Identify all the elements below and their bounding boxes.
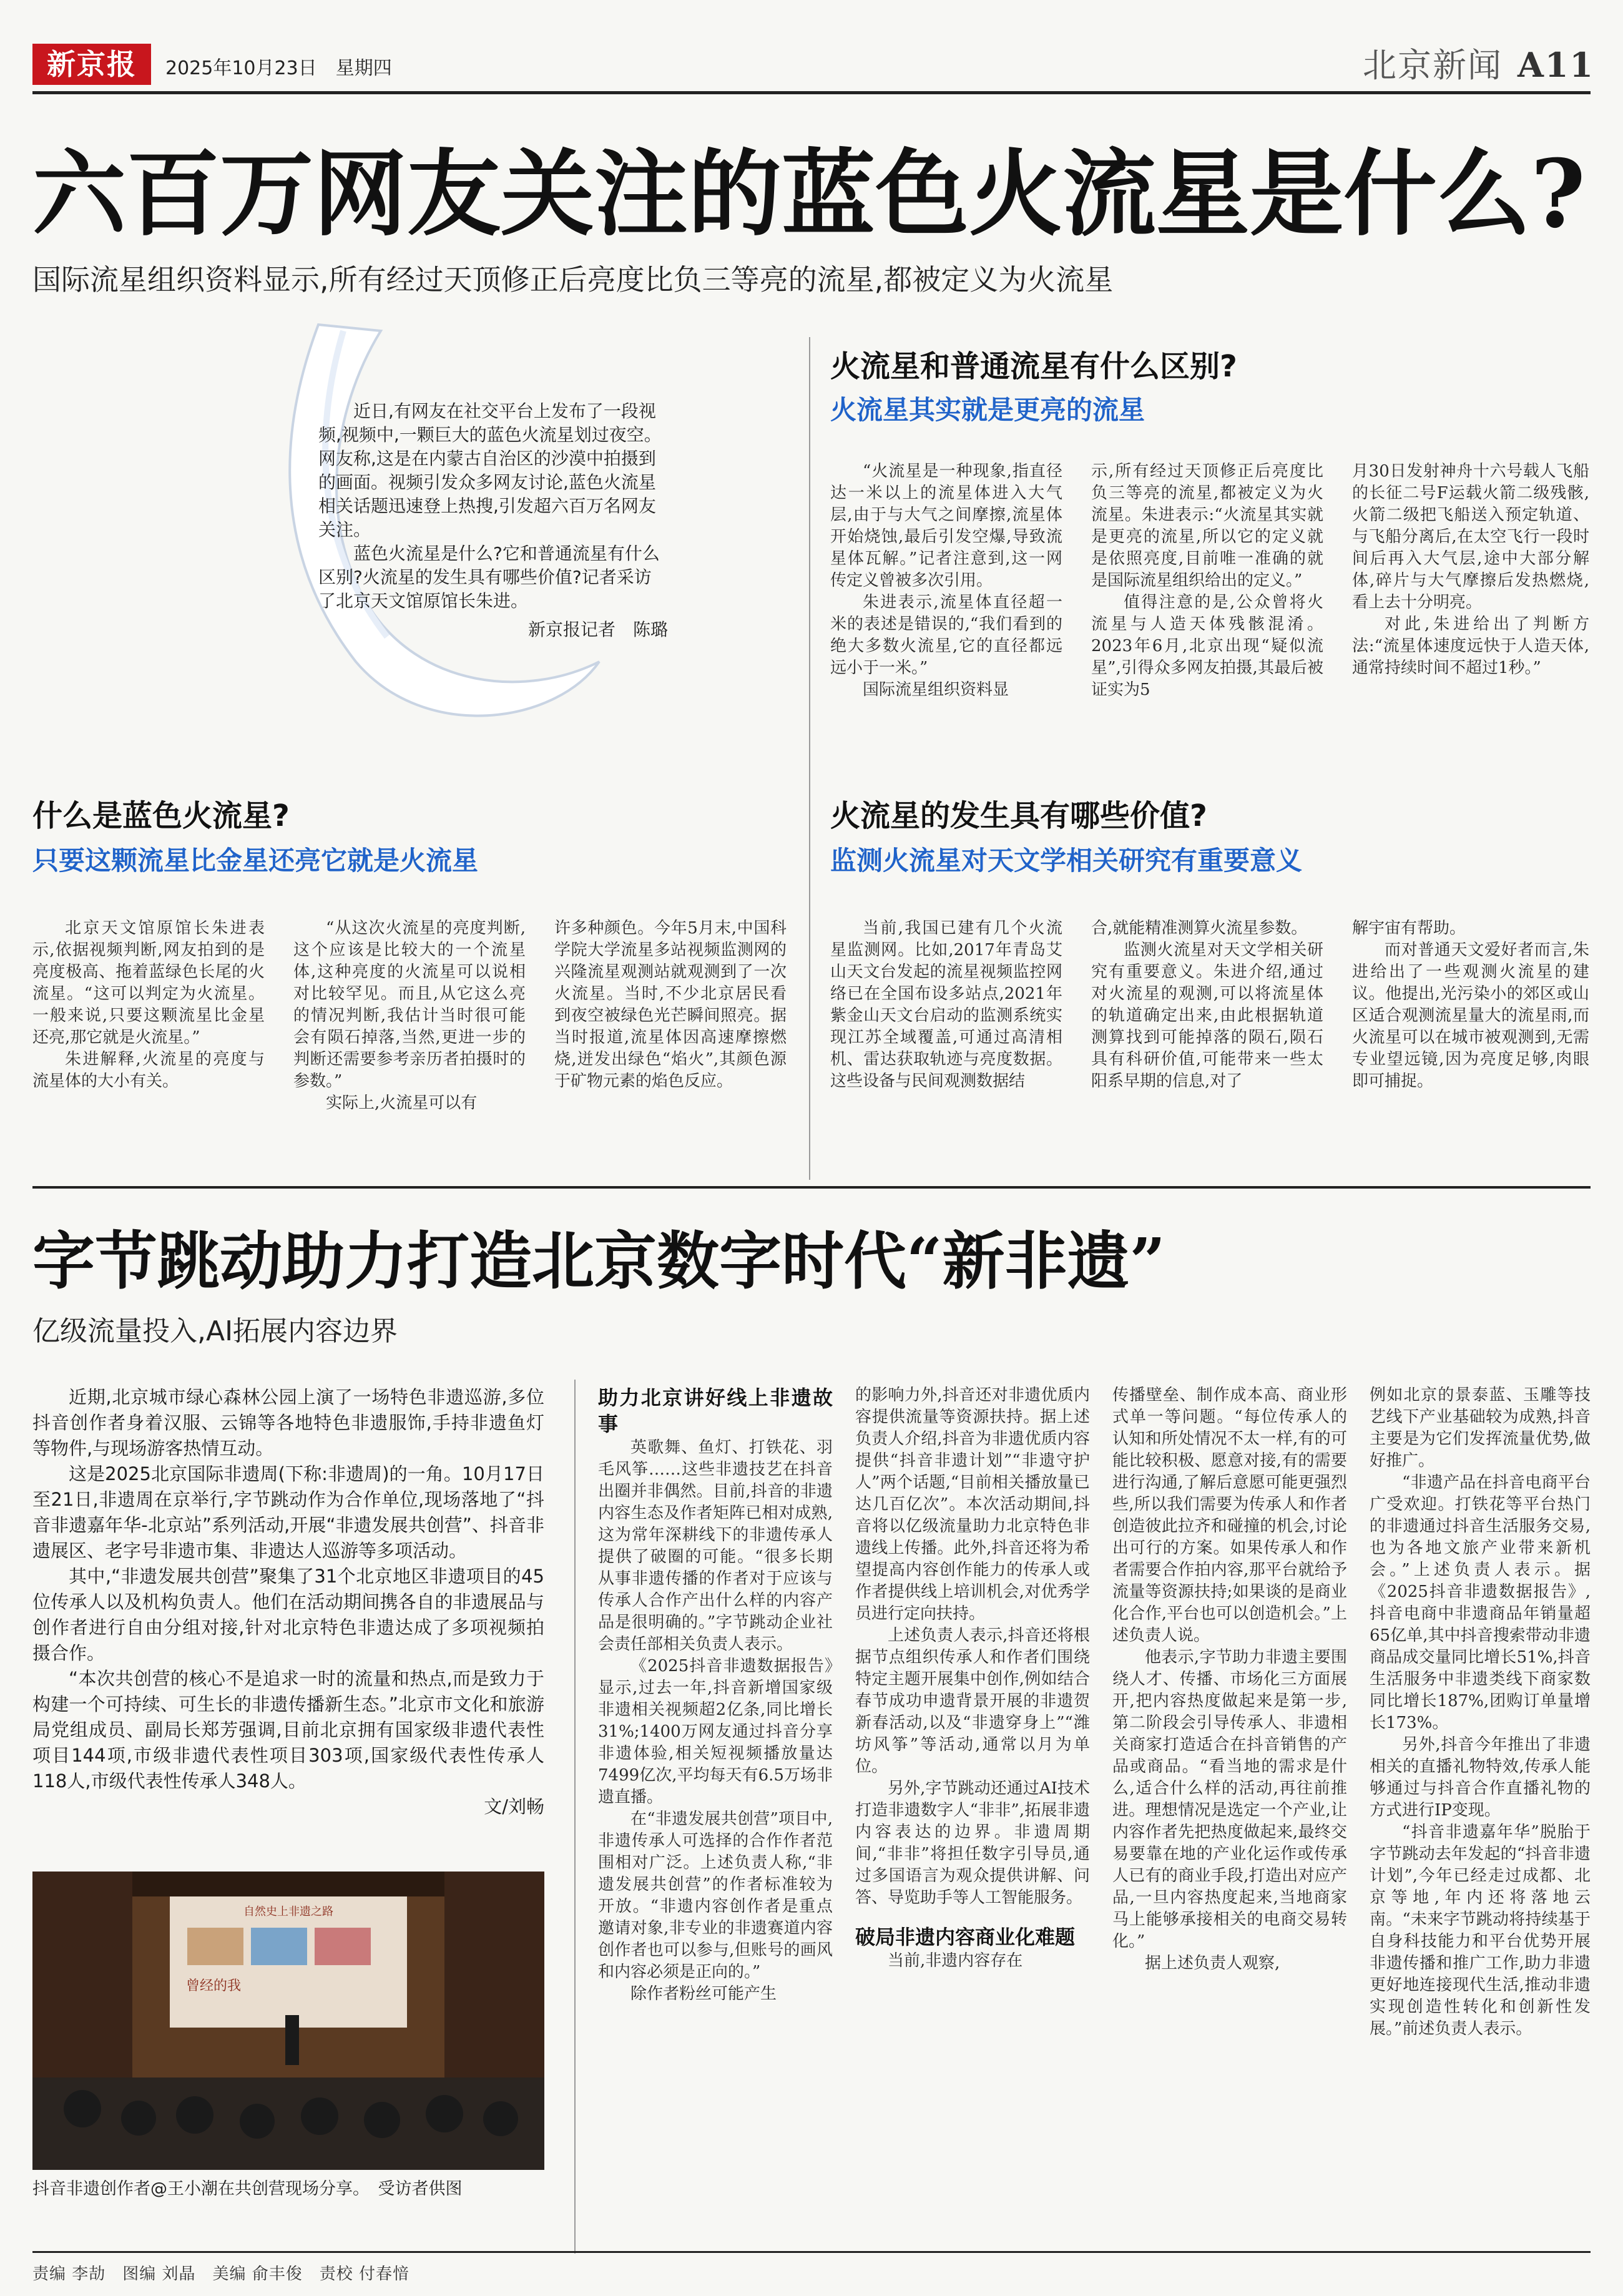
paragraph: 实际上,火流星可以有 bbox=[326, 1094, 478, 1112]
sec1-column-2 bbox=[1091, 461, 1323, 754]
lede-paragraph: 蓝色火流星是什么?它和普通流星有什么区别?火流星的发生具有哪些价值?记者采访了北京天文馆原馆长朱进。 bbox=[318, 543, 660, 611]
sec3-column-3 bbox=[1352, 918, 1589, 1180]
column-divider bbox=[809, 337, 810, 1180]
paragraph: 朱进解释,火流星的亮度与流星体的大小有关。 bbox=[32, 1050, 265, 1091]
sec3-column-1 bbox=[830, 918, 1062, 1180]
subhead-commercialization: 破局非遗内容商业化难题 bbox=[855, 1925, 1076, 1949]
paragraph: 在“非遗发展共创营”项目中,非遗传承人可选择的合作作者范围相对广泛。上述负责人称,“非遗发展共创营”的作者标准较为开放。“非遗内容创作者是重点邀请对象,非专业的非遗赛道内容创作者也可以参与,但账号的画风和内容必须是正向的。” bbox=[598, 1810, 833, 1981]
paragraph: “火流星是一种现象,指直径达一米以上的流星体进入大气层,由于与大气之间摩擦,流星体开始烧蚀,最后引发空爆,导致流星体瓦解。”记者注意到,这一网传定义曾被多次引用。 bbox=[830, 462, 1062, 590]
paragraph: 解宇宙有帮助。 bbox=[1352, 919, 1466, 938]
story1-deck: 国际流星组织资料显示,所有经过天顶修正后亮度比负三等亮的流星,都被定义为火流星 bbox=[32, 263, 1114, 297]
paragraph: 这是2025北京国际非遗周(下称:非遗周)的一角。10月17日至21日,非遗周在京举行,字节跳动作为合作单位,现场落地了“抖音非遗嘉年华-北京站”系列活动,开展“非遗发展共创营”、抖音非遗展区、老字号非遗市集、非遗达人巡游等多项活动。 bbox=[32, 1463, 544, 1561]
paragraph: 《2025抖音非遗数据报告》显示,过去一年,抖音新增国家级非遗相关视频超2亿条,同比增长31%;1400万网友通过抖音分享非遗体验,相关短视频播放量达7499亿次,平均每天有6.5万场非遗直播。 bbox=[598, 1657, 833, 1807]
photo-screen-title: 自然史上非遗之路 bbox=[243, 1905, 333, 1918]
section-label bbox=[1363, 39, 1594, 87]
sec1-column-1 bbox=[830, 461, 1062, 754]
paragraph: 英歌舞、鱼灯、打铁花、羽毛风筝……这些非遗技艺在抖音出圈并非偶然。目前,抖音的非遗内容生态及作者矩阵已相对成熟,这为常年深耕线下的非遗传承人提供了破圈的可能。“很多长期从事非遗传播的作者对于应该与传承人合作产出什么样的内容产品是很明确的。”字节跳动企业社会责任部相关负责人表示。 bbox=[598, 1438, 833, 1654]
paragraph: 监测火流星对天文学相关研究有重要意义。朱进介绍,通过对火流星的观测,可以将流星体的轨道确定出来,由此根据轨道测算找到可能掉落的陨石,陨石具有科研价值,可能带来一些太阳系早期的信息,对了 bbox=[1091, 941, 1323, 1091]
story2-lead bbox=[32, 1385, 544, 1865]
photo-screen-heading: 曾经的我 bbox=[185, 1978, 242, 1994]
story1-lede bbox=[318, 400, 668, 642]
issue-date: 2025年10月23日 星期四 bbox=[165, 57, 392, 79]
paragraph: 他表示,字节助力非遗主要围绕人才、传播、市场化三方面展开,把内容热度做起来是第一步,第二阶段会引导传承人、非遗相关商家打造适合在抖音销售的产品或商品。“看当地的需求是什么,适合什么样的活动,再往前推进。理想情况是选定一个产业,让内容作者先把热度做起来,最终交易要靠在地的产业化运作或传承人已有的商业手段,打造出对应产品,一旦内容热度起来,当地商家马上能够承接相关的电商交易转化。” bbox=[1112, 1648, 1347, 1951]
section-name: 北京新闻 bbox=[1362, 46, 1503, 85]
paragraph: “抖音非遗嘉年华”脱胎于字节跳动去年发起的“抖音非遗计划”,今年已经走过成都、北京等地,年内还将落地云南。“未来字节跳动将持续基于自身科技能力和平台优势开展非遗传播和推广工作,助力非遗更好地连接现代生活,推动非遗实现创造性转化和创新性发展。”前述负责人表示。 bbox=[1370, 1823, 1591, 2038]
paragraph: 而对普通天文爱好者而言,朱进给出了一些观测火流星的建议。他提出,光污染小的郊区或山区适合观测流星量大的流星雨,而火流星可以在城市被观测到,无需专业望远镜,因为亮度足够,肉眼即可捕捉。 bbox=[1352, 941, 1589, 1091]
paragraph: 的影响力外,抖音还对非遗优质内容提供流量等资源扶持。据上述负责人介绍,抖音为非遗优质内容提供“抖音非遗计划”“非遗守护人”两个话题,“目前相关播放量已达几百亿次”。本次活动期间,抖音将以亿级流量助力北京特色非遗线上传播。此外,抖音还将为希望提高内容创作能力的传承人或作者提供线上培训机会,对优秀学员进行定向扶持。 bbox=[855, 1386, 1090, 1623]
paragraph: “非遗产品在抖音电商平台广受欢迎。打铁花等平台热门的非遗通过抖音生活服务交易,也为各地文旅产业带来新机会。”上述负责人表示。据《2025抖音非遗数据报告》,抖音电商中非遗商品年销量超65亿单,其中抖音搜索带动非遗商品成交量同比增长51%,抖音生活服务中非遗类线下商家数同比增长187%,团购订单量增长173%。 bbox=[1370, 1473, 1591, 1732]
paragraph: 例如北京的景泰蓝、玉雕等技艺线下产业基础较为成熟,抖音主要是为它们发挥流量优势,做好推广。 bbox=[1370, 1386, 1591, 1470]
sec3-column-2 bbox=[1091, 918, 1323, 1180]
paragraph: 朱进表示,流星体直径超一米的表述是错误的,“我们看到的绝大多数火流星,它的直径都远远小于一米。” bbox=[830, 593, 1062, 677]
paragraph: 合,就能精准测算火流星参数。 bbox=[1091, 919, 1308, 938]
sec3-title: 火流星的发生具有哪些价值? bbox=[830, 798, 1207, 833]
paragraph: 当前,我国已建有几个火流星监测网。比如,2017年青岛艾山天文台发起的流星视频监控网络已在全国布设多站点,2021年紫金山天文台启动的监测系统实现江苏全域覆盖,可通过高清相机、雷达获取轨迹与亮度数据。这些设备与民间观测数据结 bbox=[830, 919, 1062, 1091]
lede-paragraph: 近日,有网友在社交平台上发布了一段视频,视频中,一颗巨大的蓝色火流星划过夜空。网友称,这是在内蒙古自治区的沙漠中拍摄到的画面。视频引发众多网友讨论,蓝色火流星相关话题迅速登上热搜,引发超六百万名网友关注。 bbox=[318, 401, 662, 540]
paragraph: 许多种颜色。今年5月末,中国科学院大学流星多站视频监测网的兴隆流星观测站就观测到了一次火流星。当时,不少北京居民看到夜空被绿色光芒瞬间照亮。据当时报道,流星体因高速摩擦燃烧,迸发出绿色“焰火”,其颜色源于矿物元素的焰色反应。 bbox=[554, 919, 787, 1091]
reporter-byline: 新京报记者 陈璐 bbox=[527, 619, 668, 640]
sec2-column-3 bbox=[554, 918, 787, 1180]
paragraph: 上述负责人表示,抖音还将根据节点组织传承人和作者们围绕特定主题开展集中创作,例如结合春节成功申遗背景开展的非遗贺新春活动,以及“非遗穿身上”“潍坊风筝”等活动,通常以月为单位。 bbox=[855, 1626, 1090, 1776]
sec2-column-2 bbox=[293, 918, 526, 1180]
paragraph: 另外,抖音今年推出了非遗相关的直播礼物特效,传承人能够通过与抖音合作直播礼物的方式进行IP变现。 bbox=[1370, 1735, 1591, 1820]
story2-column-4 bbox=[1370, 1385, 1591, 2259]
story1-headline: 六百万网友关注的蓝色火流星是什么? bbox=[32, 139, 1586, 249]
photo-caption: 抖音非遗创作者@王小潮在共创营现场分享。 受访者供图 bbox=[32, 2179, 463, 2199]
paragraph: 除作者粉丝可能产生 bbox=[630, 1984, 777, 2003]
paragraph: 示,所有经过天顶修正后亮度比负三等亮的流星,都被定义为火流星。朱进表示:“火流星其实就是更亮的流星,所以它的定义就是依照亮度,目前唯一准确的就是国际流星组织给出的定义。” bbox=[1091, 462, 1323, 590]
sec1-column-3 bbox=[1352, 461, 1589, 754]
sec1-title: 火流星和普通流星有什么区别? bbox=[830, 349, 1237, 384]
lead-byline: 文/刘畅 bbox=[484, 1796, 544, 1817]
paragraph: 北京天文馆原馆长朱进表示,依据视频判断,网友拍到的是亮度极高、拖着蓝绿色长尾的火流星。“这可以判定为火流星。一般来说,只要这颗流星比金星还亮,那它就是火流星。” bbox=[32, 919, 265, 1047]
paragraph: 其中,“非遗发展共创营”聚集了31个北京地区非遗项目的45位传承人以及机构负责人。他们在活动期间携各自的非遗展品与创作者进行自由分组对接,针对北京特色非遗达成了多项视频拍摄合作。 bbox=[32, 1566, 544, 1664]
paragraph: “从这次火流星的亮度判断,这个应该是比较大的一个流星体,这种亮度的火流星可以说相对比较罕见。而且,从它这么亮的情况判断,我估计当时很可能会有陨石掉落,当然,更进一步的判断还需要参考亲历者拍摄时的参数。” bbox=[293, 919, 526, 1091]
story-divider bbox=[32, 1186, 1591, 1189]
paragraph: 另外,字节跳动还通过AI技术打造非遗数字人“非非”,拓展非遗内容表达的边界。非遗周期间,“非非”将担任数字引导员,通过多国语言为观众提供讲解、问答、导览助手等人工智能服务。 bbox=[855, 1779, 1090, 1907]
story2-column-3 bbox=[1112, 1385, 1347, 2259]
sec2-column-1 bbox=[32, 918, 265, 1180]
story2-deck: 亿级流量投入,AI拓展内容边界 bbox=[32, 1315, 398, 1347]
page-number: A11 bbox=[1517, 45, 1594, 85]
sec2-kicker: 只要这颗流星比金星还亮它就是火流星 bbox=[32, 845, 479, 876]
paragraph: 据上述负责人观察, bbox=[1145, 1954, 1280, 1973]
story2-column-1 bbox=[598, 1385, 833, 2259]
newspaper-logo: 新京报 bbox=[32, 44, 151, 85]
subhead-online-stories: 助力北京讲好线上非遗故事 bbox=[598, 1386, 833, 1436]
sec1-kicker: 火流星其实就是更亮的流星 bbox=[830, 395, 1145, 425]
sec2-title: 什么是蓝色火流星? bbox=[32, 798, 290, 833]
sec3-kicker: 监测火流星对天文学相关研究有重要意义 bbox=[830, 845, 1303, 876]
event-photo bbox=[32, 1872, 544, 2170]
paragraph: 对此,朱进给出了判断方法:“流星体速度远快于人造天体,通常持续时间不超过1秒。” bbox=[1352, 615, 1589, 677]
column-divider bbox=[574, 1380, 576, 2254]
editor-credits: 责编 李劼 图编 刘晶 美编 俞丰俊 责校 付春愔 bbox=[32, 2265, 410, 2284]
footer-rule bbox=[32, 2251, 1591, 2253]
paragraph: 国际流星组织资料显 bbox=[863, 680, 1009, 699]
paragraph: “本次共创营的核心不是追求一时的流量和热点,而是致力于构建一个可持续、可生长的非遗传播新生态。”北京市文化和旅游局党组成员、副局长郑芳强调,目前北京拥有国家级非遗代表性项目144项,市级非遗代表性项目303项,国家级代表性传承人118人,市级代表性传承人348人。 bbox=[32, 1668, 544, 1792]
paragraph: 近期,北京城市绿心森林公园上演了一场特色非遗巡游,多位抖音创作者身着汉服、云锦等各地特色非遗服饰,手持非遗鱼灯等物件,与现场游客热情互动。 bbox=[32, 1386, 544, 1459]
paragraph: 传播壁垒、制作成本高、商业形式单一等问题。“每位传承人的认知和所处情况不太一样,有的可能比较积极、愿意对接,有的需要进行沟通,了解后意愿可能更强烈些,所以我们需要为传承人和作者创造彼此拉齐和碰撞的机会,讨论出可行的方案。如果传承人和作者需要合作拍内容,那平台就给予流量等资源扶持;如果谈的是商业化合作,平台也可以创造机会。”上述负责人说。 bbox=[1112, 1386, 1347, 1645]
paragraph: 月30日发射神舟十六号载人飞船的长征二号F运载火箭二级残骸,火箭二级把飞船送入预定轨道、与飞船分离后,在太空飞行一段时间后再入大气层,途中大部分解体,碎片与大气摩擦后发热燃烧,看上去十分明亮。 bbox=[1352, 462, 1589, 612]
story2-headline: 字节跳动助力打造北京数字时代“新非遗” bbox=[32, 1224, 1166, 1298]
story2-column-2 bbox=[855, 1385, 1090, 2259]
paragraph: 值得注意的是,公众曾将火流星与人造天体残骸混淆。2023年6月,北京出现“疑似流星”,引得众多网友拍摄,其最后被证实为5 bbox=[1091, 593, 1323, 699]
masthead-rule bbox=[32, 91, 1591, 94]
paragraph: 当前,非遗内容存在 bbox=[888, 1951, 1023, 1970]
